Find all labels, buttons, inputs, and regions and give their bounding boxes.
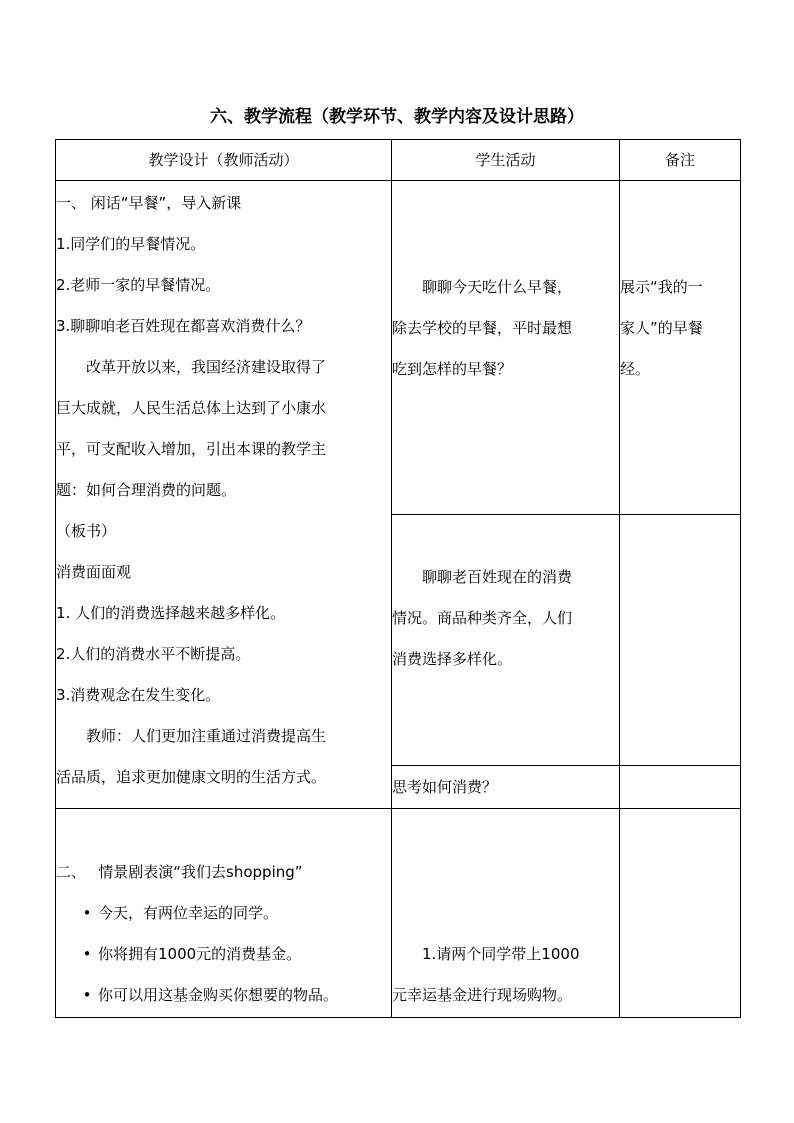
notes-cell-consumption xyxy=(620,515,741,766)
student-line: 消费选择多样化。 xyxy=(392,650,513,668)
section2-teacher-cell xyxy=(56,809,392,1018)
student-line: 1.请两个同学带上1000 xyxy=(392,945,580,963)
section2-student-cell xyxy=(392,809,620,1018)
student-line: 聊聊老百姓现在的消费 xyxy=(392,568,573,586)
section1-row-a xyxy=(56,181,741,515)
bullet-item xyxy=(56,934,391,975)
bullet-icon: • xyxy=(82,986,92,1004)
student-line: 思考如何消费？ xyxy=(392,777,498,796)
board-item: 1. 人们的消费选择越来越多样化。 xyxy=(56,604,286,622)
header-notes: 备注 xyxy=(664,151,695,169)
section2-notes-cell xyxy=(620,809,741,1018)
student-cell-breakfast xyxy=(392,181,620,515)
header-student: 学生活动 xyxy=(475,151,536,169)
teacher-line: 教师：人们更加注重通过消费提高生 xyxy=(56,727,327,745)
notes-line: 家人”的早餐 xyxy=(620,319,703,337)
student-cell-think xyxy=(392,766,620,809)
notes-line: 经。 xyxy=(620,360,651,378)
section1-teacher-cell xyxy=(56,181,392,809)
student-line: 元幸运基金进行现场购物。 xyxy=(392,986,573,1004)
notes-cell-think xyxy=(620,766,741,809)
board-item: 3.消费观念在发生变化。 xyxy=(56,686,221,704)
header-teacher: 教学设计（教师活动） xyxy=(148,151,299,169)
section2-row xyxy=(56,809,741,1018)
teacher-line: 活品质，追求更加健康文明的生活方式。 xyxy=(56,768,327,786)
board-title: 消费面面观 xyxy=(56,563,132,581)
teacher-line: 题：如何合理消费的问题。 xyxy=(56,481,237,499)
bullet-text: 你可以用这基金购买你想要的物品。 xyxy=(98,986,339,1004)
student-cell-consumption xyxy=(392,515,620,766)
bullet-item xyxy=(56,893,391,934)
teacher-line: 3.聊聊咱老百姓现在都喜欢消费什么？ xyxy=(56,317,311,335)
board-note-label: （板书） xyxy=(56,522,117,540)
board-item: 2.人们的消费水平不断提高。 xyxy=(56,645,251,663)
header-row xyxy=(56,140,741,181)
student-line: 除去学校的早餐，平时最想 xyxy=(392,319,573,337)
section-title: 六、教学流程（教学环节、教学内容及设计思路） xyxy=(210,107,584,127)
student-line: 吃到怎样的早餐？ xyxy=(392,360,513,378)
header-teacher-cell xyxy=(56,140,392,181)
bullet-text: 今天，有两位幸运的同学。 xyxy=(98,904,279,922)
teacher-line: 改革开放以来，我国经济建设取得了 xyxy=(56,358,327,376)
student-line: 聊聊今天吃什么早餐， xyxy=(392,278,573,296)
teaching-flow-table xyxy=(55,139,741,1018)
bullet-icon: • xyxy=(82,945,92,963)
notes-cell-breakfast xyxy=(620,181,741,515)
header-notes-cell xyxy=(620,140,741,181)
notes-line: 展示“我的一 xyxy=(620,278,703,296)
section1-heading: 一、 闲话“早餐”，导入新课 xyxy=(56,194,242,212)
student-line: 情况。商品种类齐全，人们 xyxy=(392,609,573,627)
section2-heading: 二、 情景剧表演“我们去shopping” xyxy=(56,863,303,881)
teacher-line: 2.老师一家的早餐情况。 xyxy=(56,276,221,294)
teacher-line: 巨大成就，人民生活总体上达到了小康水 xyxy=(56,399,327,417)
header-student-cell xyxy=(392,140,620,181)
teacher-line: 平，可支配收入增加，引出本课的教学主 xyxy=(56,440,327,458)
bullet-text: 你将拥有1000元的消费基金。 xyxy=(98,945,302,963)
teacher-line: 1.同学们的早餐情况。 xyxy=(56,235,206,253)
bullet-item xyxy=(56,975,391,1016)
bullet-icon: • xyxy=(82,904,92,922)
